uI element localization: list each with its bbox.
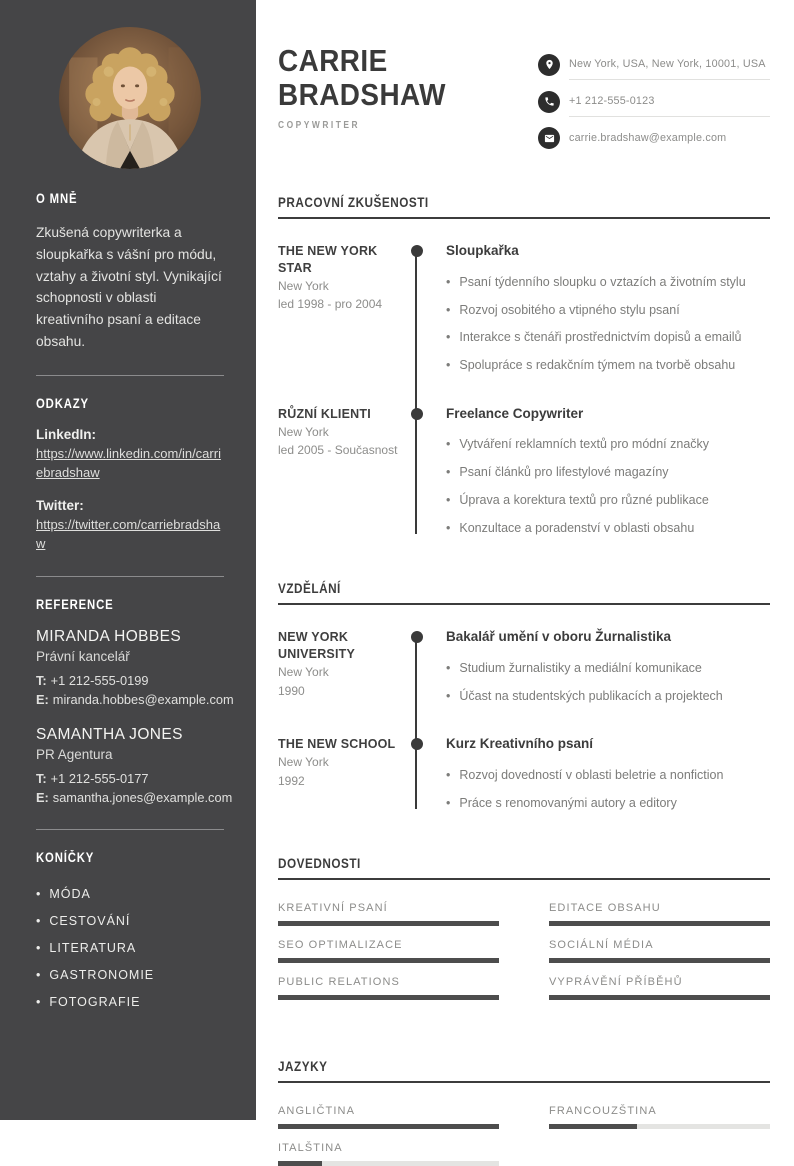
links-title: ODKAZY <box>36 395 89 411</box>
profile-photo-illustration <box>59 27 201 169</box>
bullet-item: • Účast na studentských publikacích a projektech <box>446 682 770 710</box>
sidebar-divider <box>36 375 224 376</box>
skill-bar-fill <box>278 921 499 926</box>
bullet-item: • Spolupráce s redakčním týmem na tvorbě obsahu <box>446 352 770 380</box>
section-rule <box>278 217 770 219</box>
hobby-item: • LITERATURA <box>36 935 224 962</box>
main-content <box>256 0 794 1155</box>
education-section <box>278 580 770 817</box>
hobby-item: • CESTOVÁNÍ <box>36 908 224 935</box>
language-item <box>278 1142 499 1166</box>
twitter-block <box>36 498 224 554</box>
phone-text: +1 212-555-0123 <box>569 95 655 107</box>
languages-section <box>278 1058 770 1166</box>
section-rule <box>278 603 770 605</box>
about-section <box>36 191 224 353</box>
skill-item <box>278 976 499 1000</box>
references-title: REFERENCE <box>36 597 114 613</box>
language-bar <box>549 1124 770 1129</box>
about-text: Zkušená copywriterka a sloupkařka s vášní pro módu, vztahy a životní styl. Vynikající schopnosti v oblasti kreativního psaní a editace obsahu. <box>36 225 222 349</box>
language-bar-fill <box>278 1161 322 1166</box>
reference-item <box>36 725 233 807</box>
graduation-year: 1992 <box>278 773 305 788</box>
reference-name: MIRANDA HOBBES <box>36 628 182 646</box>
skill-bar-fill <box>549 995 770 1000</box>
employer-name: RŮZNÍ KLIENTI <box>278 406 371 421</box>
languages-grid <box>278 1105 770 1166</box>
school-location: New York <box>278 755 329 770</box>
language-bar <box>278 1124 499 1129</box>
reference-company: PR Agentura <box>36 746 113 762</box>
links-section <box>36 396 224 554</box>
hobbies-title: KONÍČKY <box>36 849 95 865</box>
language-label: ANGLIČTINA <box>278 1105 356 1118</box>
bullet-item: • Rozvoj dovedností v oblasti beletrie a nonfiction <box>446 762 770 790</box>
experience-entry <box>278 243 770 380</box>
education-entry <box>278 629 770 710</box>
profile-photo <box>59 27 201 169</box>
hobbies-section <box>36 850 224 1016</box>
skill-bar-fill <box>278 995 499 1000</box>
skill-bar <box>549 958 770 963</box>
reference-item <box>36 628 234 709</box>
twitter-link[interactable]: https://twitter.com/carriebradshaw <box>36 517 221 552</box>
last-name: BRADSHAW <box>278 77 446 113</box>
experience-entries <box>278 243 770 542</box>
education-entry <box>278 736 770 817</box>
skill-bar <box>278 995 499 1000</box>
email-icon <box>538 127 560 149</box>
experience-title: PRACOVNÍ ZKUŠENOSTI <box>278 194 429 210</box>
twitter-label: Twitter: <box>36 498 84 514</box>
hobby-item: • FOTOGRAFIE <box>36 989 224 1016</box>
skills-grid <box>278 902 770 1000</box>
references-section <box>36 597 234 807</box>
language-bar-fill <box>278 1124 499 1129</box>
language-item <box>549 1105 770 1129</box>
experience-entry <box>278 406 770 543</box>
job-title: COPYWRITER <box>278 120 361 132</box>
reference-name: SAMANTHA JONES <box>36 725 183 743</box>
school-name: THE NEW SCHOOL <box>278 737 396 752</box>
bullet-item: • Psaní článků pro lifestylové magazíny <box>446 459 770 487</box>
skill-bar-fill <box>549 921 770 926</box>
employer-name: THE NEW YORK STAR <box>278 244 378 275</box>
employment-dates: led 2005 - Současnost <box>278 442 398 457</box>
education-title: VZDĚLÁNÍ <box>278 580 341 597</box>
languages-title: JAZYKY <box>278 1058 328 1075</box>
skill-item <box>278 939 499 963</box>
contact-row-email <box>538 120 770 156</box>
bullet-item: • Úprava a korektura textů pro různé publikace <box>446 487 770 515</box>
contact-block <box>538 46 770 156</box>
language-bar <box>278 1161 499 1166</box>
experience-section <box>278 194 770 542</box>
skill-bar <box>278 958 499 963</box>
bullet-item: • Rozvoj osobitého a vtipného stylu psaní <box>446 296 770 324</box>
phone-icon <box>538 91 560 113</box>
employer-location: New York <box>278 278 329 293</box>
skill-label: SOCIÁLNÍ MÉDIA <box>549 939 654 952</box>
bullet-item: • Vytváření reklamních textů pro módní značky <box>446 431 770 459</box>
school-name: NEW YORK UNIVERSITY <box>278 630 356 662</box>
position-bullets <box>446 268 770 380</box>
sidebar-divider <box>36 576 224 577</box>
hobby-item: • MÓDA <box>36 881 224 908</box>
bullet-item: • Studium žurnalistiky a mediální komunikace <box>446 655 770 683</box>
linkedin-link[interactable]: https://www.linkedin.com/in/carriebradshaw <box>36 445 221 480</box>
employment-dates: led 1998 - pro 2004 <box>278 297 383 312</box>
header <box>278 44 770 156</box>
language-label: ITALŠTINA <box>278 1142 343 1155</box>
language-label: FRANCOUZŠTINA <box>549 1105 657 1118</box>
skill-item <box>549 902 770 926</box>
employer-location: New York <box>278 424 329 439</box>
section-rule <box>278 878 770 880</box>
sidebar-divider <box>36 829 224 830</box>
skill-item <box>549 939 770 963</box>
position-title: Sloupkařka <box>446 243 519 258</box>
position-bullets <box>446 431 770 543</box>
skills-section <box>278 855 770 1000</box>
skill-label: KREATIVNÍ PSANÍ <box>278 902 388 915</box>
skill-label: PUBLIC RELATIONS <box>278 976 400 989</box>
degree-title: Bakalář umění v oboru Žurnalistika <box>446 629 672 645</box>
skill-item <box>278 902 499 926</box>
reference-email: E: miranda.hobbes@example.com <box>36 692 234 708</box>
location-icon <box>538 54 560 76</box>
address-text: New York, USA, New York, 10001, USA <box>569 58 766 70</box>
reference-phone: T: +1 212-555-0199 <box>36 673 149 689</box>
sidebar <box>0 0 256 1120</box>
linkedin-label: LinkedIn: <box>36 426 96 442</box>
hobby-item: • GASTRONOMIE <box>36 962 224 989</box>
bullet-item: • Práce s renomovanými autory a editory <box>446 789 770 817</box>
skill-item <box>549 976 770 1000</box>
reference-email: E: samantha.jones@example.com <box>36 789 233 805</box>
reference-company: Právní kancelář <box>36 649 130 665</box>
linkedin-block <box>36 427 224 483</box>
degree-bullets <box>446 762 770 818</box>
contact-row-address <box>538 46 770 83</box>
name-block <box>278 44 465 131</box>
email-text: carrie.bradshaw@example.com <box>569 132 727 144</box>
bullet-item: • Interakce s čtenáři prostřednictvím dopisů a emailů <box>446 324 770 352</box>
school-location: New York <box>278 665 329 680</box>
language-bar-fill <box>549 1124 637 1129</box>
graduation-year: 1990 <box>278 683 305 698</box>
skill-bar-fill <box>549 958 770 963</box>
skills-title: DOVEDNOSTI <box>278 855 361 872</box>
skill-bar <box>549 995 770 1000</box>
position-title: Freelance Copywriter <box>446 405 584 421</box>
contact-row-phone <box>538 83 770 120</box>
skill-label: VYPRÁVĚNÍ PŘÍBĚHŮ <box>549 976 683 989</box>
first-name: CARRIE <box>278 43 388 78</box>
hobby-list <box>36 881 224 1016</box>
language-item <box>278 1105 499 1129</box>
degree-bullets <box>446 655 770 711</box>
degree-title: Kurz Kreativního psaní <box>446 736 594 752</box>
skill-bar <box>549 921 770 926</box>
skill-label: SEO OPTIMALIZACE <box>278 939 403 952</box>
education-entries <box>278 629 770 817</box>
reference-phone: T: +1 212-555-0177 <box>36 770 149 786</box>
about-title: O MNĚ <box>36 191 78 206</box>
section-rule <box>278 1081 770 1083</box>
skill-label: EDITACE OBSAHU <box>549 902 661 915</box>
bullet-item: • Konzultace a poradenství v oblasti obsahu <box>446 515 770 543</box>
skill-bar-fill <box>278 958 499 963</box>
skill-bar <box>278 921 499 926</box>
bullet-item: • Psaní týdenního sloupku o vztazích a životním stylu <box>446 268 770 296</box>
